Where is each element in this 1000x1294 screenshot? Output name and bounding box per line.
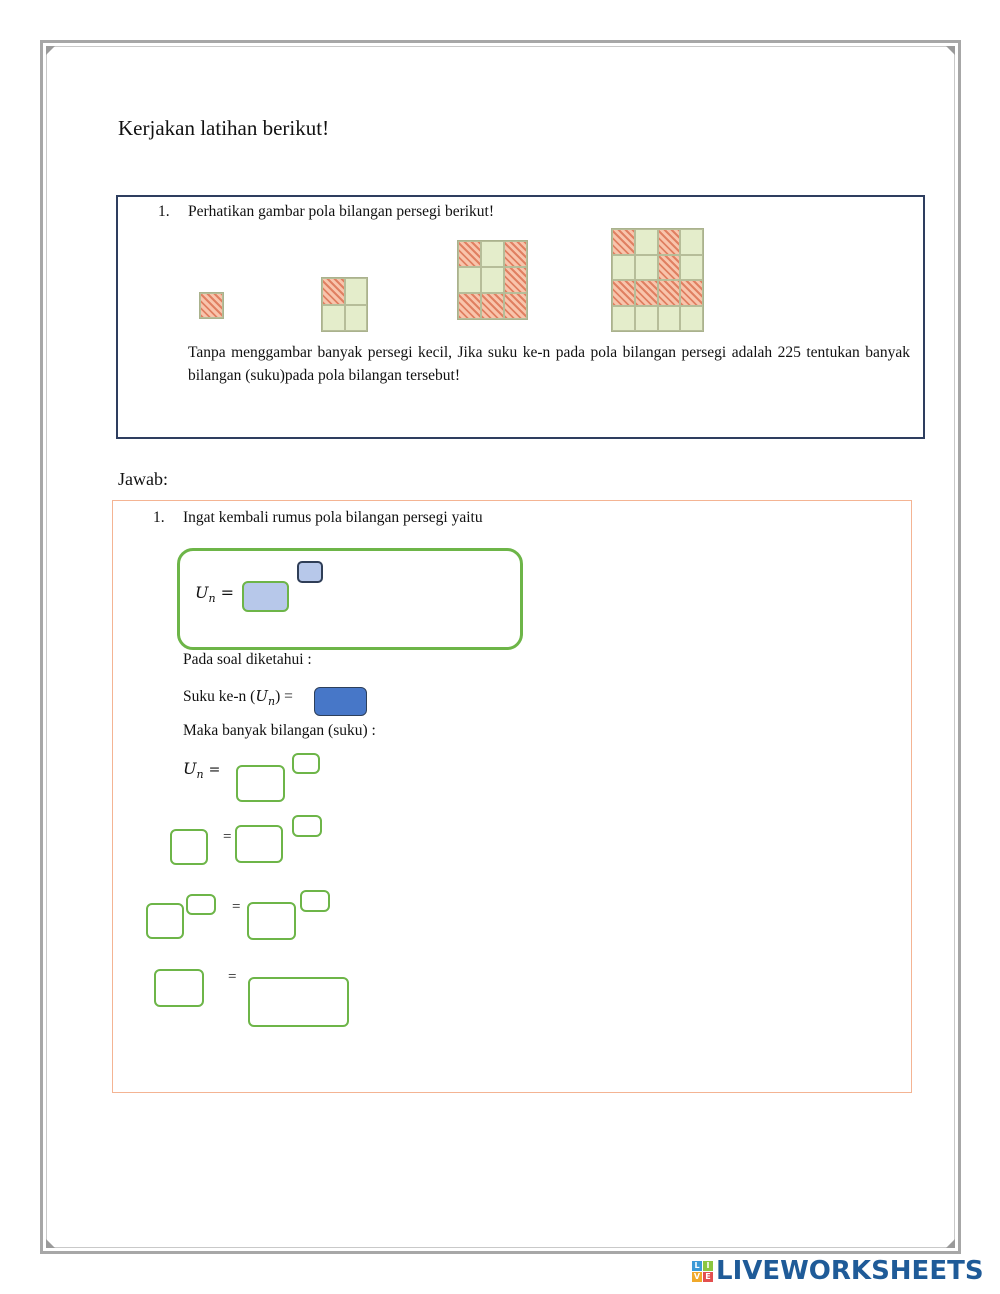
pattern-cell (612, 280, 635, 306)
pattern-cell (200, 293, 223, 318)
square-pattern-figure-1 (199, 292, 224, 319)
question-text: Tanpa menggambar banyak persegi kecil, Jika suku ke-n pada pola bilangan persegi adalah 225 tentukan banyak bilangan (suku)pada pola bilangan tersebut! (188, 344, 910, 384)
final-answer-input[interactable] (248, 977, 349, 1027)
pattern-cell (322, 278, 345, 305)
formula-lhs: $U_n$ = (195, 583, 235, 606)
eq2-lhs-input[interactable] (170, 829, 208, 865)
pattern-cell (481, 267, 504, 293)
eq1-base-input[interactable] (236, 765, 285, 802)
eq4-lhs-input[interactable] (154, 969, 204, 1007)
term-label: Suku ke-n $(U_n)$ = (183, 687, 293, 708)
corner-mark (946, 46, 955, 55)
pattern-cell (612, 255, 635, 281)
page-title: Kerjakan latihan berikut! (118, 116, 330, 140)
answer-label: Jawab: (118, 469, 168, 489)
pattern-cell (322, 305, 345, 332)
pattern-cell (458, 267, 481, 293)
pattern-cell (635, 255, 658, 281)
pattern-cell (680, 306, 703, 332)
pattern-cell (635, 306, 658, 332)
pattern-cell (658, 229, 681, 255)
eq2-exponent-input[interactable] (292, 815, 322, 837)
eq3-rhs-exponent-input[interactable] (300, 890, 330, 912)
corner-mark (46, 46, 55, 55)
equals-sign: = (228, 969, 237, 985)
result-label: Maka banyak bilangan (suku) : (183, 722, 376, 739)
pattern-cell (458, 241, 481, 267)
term-value-input[interactable] (314, 687, 367, 716)
known-label: Pada soal diketahui : (183, 651, 312, 668)
equals-sign: = (232, 899, 241, 915)
answer-intro: Ingat kembali rumus pola bilangan persegi yaitu (183, 509, 483, 526)
pattern-cell (612, 229, 635, 255)
pattern-cell (680, 229, 703, 255)
pattern-cell (612, 306, 635, 332)
pattern-cell (481, 241, 504, 267)
square-pattern-figure-2 (321, 277, 368, 332)
pattern-cell (504, 241, 527, 267)
pattern-cell (504, 267, 527, 293)
formula-exponent-input[interactable] (297, 561, 323, 583)
eq3-rhs-base-input[interactable] (247, 902, 296, 940)
corner-mark (946, 1239, 955, 1248)
square-pattern-figure-4 (611, 228, 704, 332)
pattern-cell (481, 293, 504, 319)
liveworksheets-logo (692, 1256, 984, 1286)
pattern-cell (345, 305, 368, 332)
eq3-lhs-base-input[interactable] (146, 903, 184, 939)
question-number: 1. (158, 203, 170, 220)
pattern-cell (458, 293, 481, 319)
eq2-base-input[interactable] (235, 825, 283, 863)
equals-sign: = (223, 829, 232, 845)
eq1-exponent-input[interactable] (292, 753, 320, 774)
pattern-cell (658, 306, 681, 332)
pattern-cell (635, 280, 658, 306)
answer-number: 1. (153, 509, 165, 526)
equation-1-lhs: $U_n$ = (183, 759, 221, 782)
formula-base-input[interactable] (242, 581, 289, 612)
pattern-cell (680, 255, 703, 281)
square-pattern-figure-3 (457, 240, 528, 320)
brand-name: LIVEWORKSHEETS (716, 1256, 984, 1286)
pattern-cell (635, 229, 658, 255)
pattern-cell (345, 278, 368, 305)
logo-icon: L I V E (692, 1261, 713, 1282)
pattern-cell (680, 280, 703, 306)
pattern-cell (658, 280, 681, 306)
corner-mark (46, 1239, 55, 1248)
pattern-cell (658, 255, 681, 281)
question-instruction: Perhatikan gambar pola bilangan persegi berikut! (188, 203, 495, 220)
pattern-cell (504, 293, 527, 319)
eq3-lhs-exponent-input[interactable] (186, 894, 216, 915)
